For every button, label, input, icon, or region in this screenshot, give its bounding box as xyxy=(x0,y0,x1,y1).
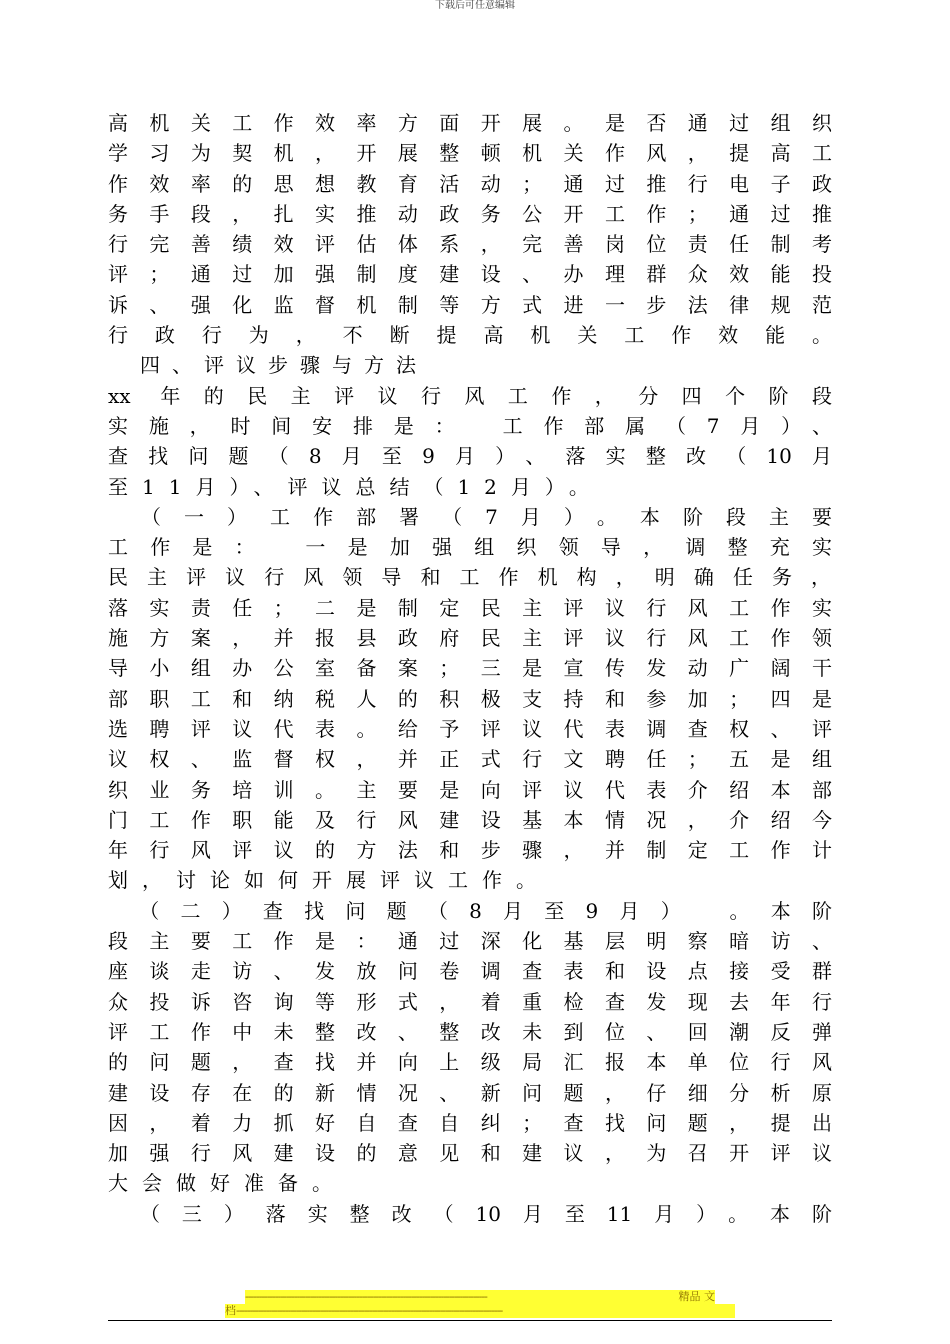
text-line: （三）落实整改（10月至11月）。本阶 xyxy=(108,1201,832,1226)
text-line: 议权、监督权，并正式行文聘任；五是组 xyxy=(108,747,832,772)
text-line: 织业务培训。主要是向评议代表介绍本部 xyxy=(108,777,832,802)
footer-label-2: 档 xyxy=(225,1304,236,1317)
text-line: 因，着力抓好自查自纠；查找问题，提出 xyxy=(108,1110,832,1135)
footer-dashes: ----------------------------------------------------------------------------------------- xyxy=(245,1290,487,1303)
footer-line-2 xyxy=(225,1304,735,1318)
text-line: 高机关工作效率方面开展。是否通过组织 xyxy=(108,111,832,135)
document-body xyxy=(108,108,832,1229)
text-line: 部职工和纳税人的积极支持和参加；四是 xyxy=(108,686,832,711)
footer-rule xyxy=(108,1320,832,1321)
text-line: 工作是： 一是加强组织领导，调整充实 xyxy=(108,535,832,560)
text-line: 落实责任；二是制定民主评议行风工作实 xyxy=(108,595,832,620)
text-line: 诉、强化监督机制等方式进一步法律规范 xyxy=(108,292,832,317)
text-line: 划，讨论如何开展评议工作。 xyxy=(108,868,550,893)
text-line: 年行风评议的方法和步骤，并制定工作计 xyxy=(108,838,832,863)
text-line: 务手段，扎实推动政务公开工作；通过推 xyxy=(108,201,832,226)
text-line: 的问题，查找并向上级局汇报本单位行风 xyxy=(108,1050,832,1075)
text-line: （一）工作部署（7月）。本阶段主要 xyxy=(108,504,832,529)
text-line: 行完善绩效评估体系，完善岗位责任制考 xyxy=(108,232,832,257)
footer-dashes: -------------------------------------------------------------------------------------------------- xyxy=(236,1304,503,1317)
text-line: 至11月）、评议总结（12月）。 xyxy=(108,474,603,499)
text-line: 学习为契机，开展整顿机关作风，提高工 xyxy=(108,141,832,166)
text-line: xx 年的民主评议行风工作，分四个阶段 xyxy=(108,383,832,408)
footer-watermark xyxy=(0,1288,950,1320)
text-line: 行政行为，不断提高机关工作效能。 xyxy=(108,323,832,348)
text-line: 选聘评议代表。给予评议代表调查权、评 xyxy=(108,716,832,741)
text-line: 评工作中未整改、整改未到位、回潮反弹 xyxy=(108,1019,832,1044)
footer-line-1 xyxy=(245,1290,715,1304)
text-line: 施方案，并报县政府民主评议行风工作领 xyxy=(108,626,832,651)
text-line: 加强行风建设的意见和建议，为召开评议 xyxy=(108,1141,832,1166)
page-header: 下载后可任意编辑 xyxy=(435,0,515,11)
text-line: 评；通过加强制度建设、办理群众效能投 xyxy=(108,262,832,287)
text-line: 门工作职能及行风建设基本情况，介绍今 xyxy=(108,807,832,832)
section-heading: 四、评议步骤与方法 xyxy=(108,353,428,378)
footer-label-1: 精品 文 xyxy=(678,1290,715,1303)
text-line: 导小组办公室备案；三是宣传发动广阔干 xyxy=(108,656,832,681)
text-line: 众投诉咨询等形式，着重检查发现去年行 xyxy=(108,989,832,1014)
text-line: 查找问题（8月至9月）、落实整改（10月 xyxy=(108,444,832,469)
text-line: （二）查找问题（8月至9月） 。本阶 xyxy=(108,898,832,923)
text-line: 作效率的思想教育活动；通过推行电子政 xyxy=(108,171,832,196)
text-line: 座谈走访、发放问卷调查表和设点接受群 xyxy=(108,959,832,984)
text-line: 民主评议行风领导和工作机构，明确任务， xyxy=(108,565,832,590)
text-line: 实施，时间安排是： 工作部属（7月）、 xyxy=(108,413,832,438)
text-line: 大会做好准备。 xyxy=(108,1171,346,1196)
text-line: 段主要工作是：通过深化基层明察暗访、 xyxy=(108,929,832,954)
text-line: 建设存在的新情况、新问题，仔细分析原 xyxy=(108,1080,832,1105)
